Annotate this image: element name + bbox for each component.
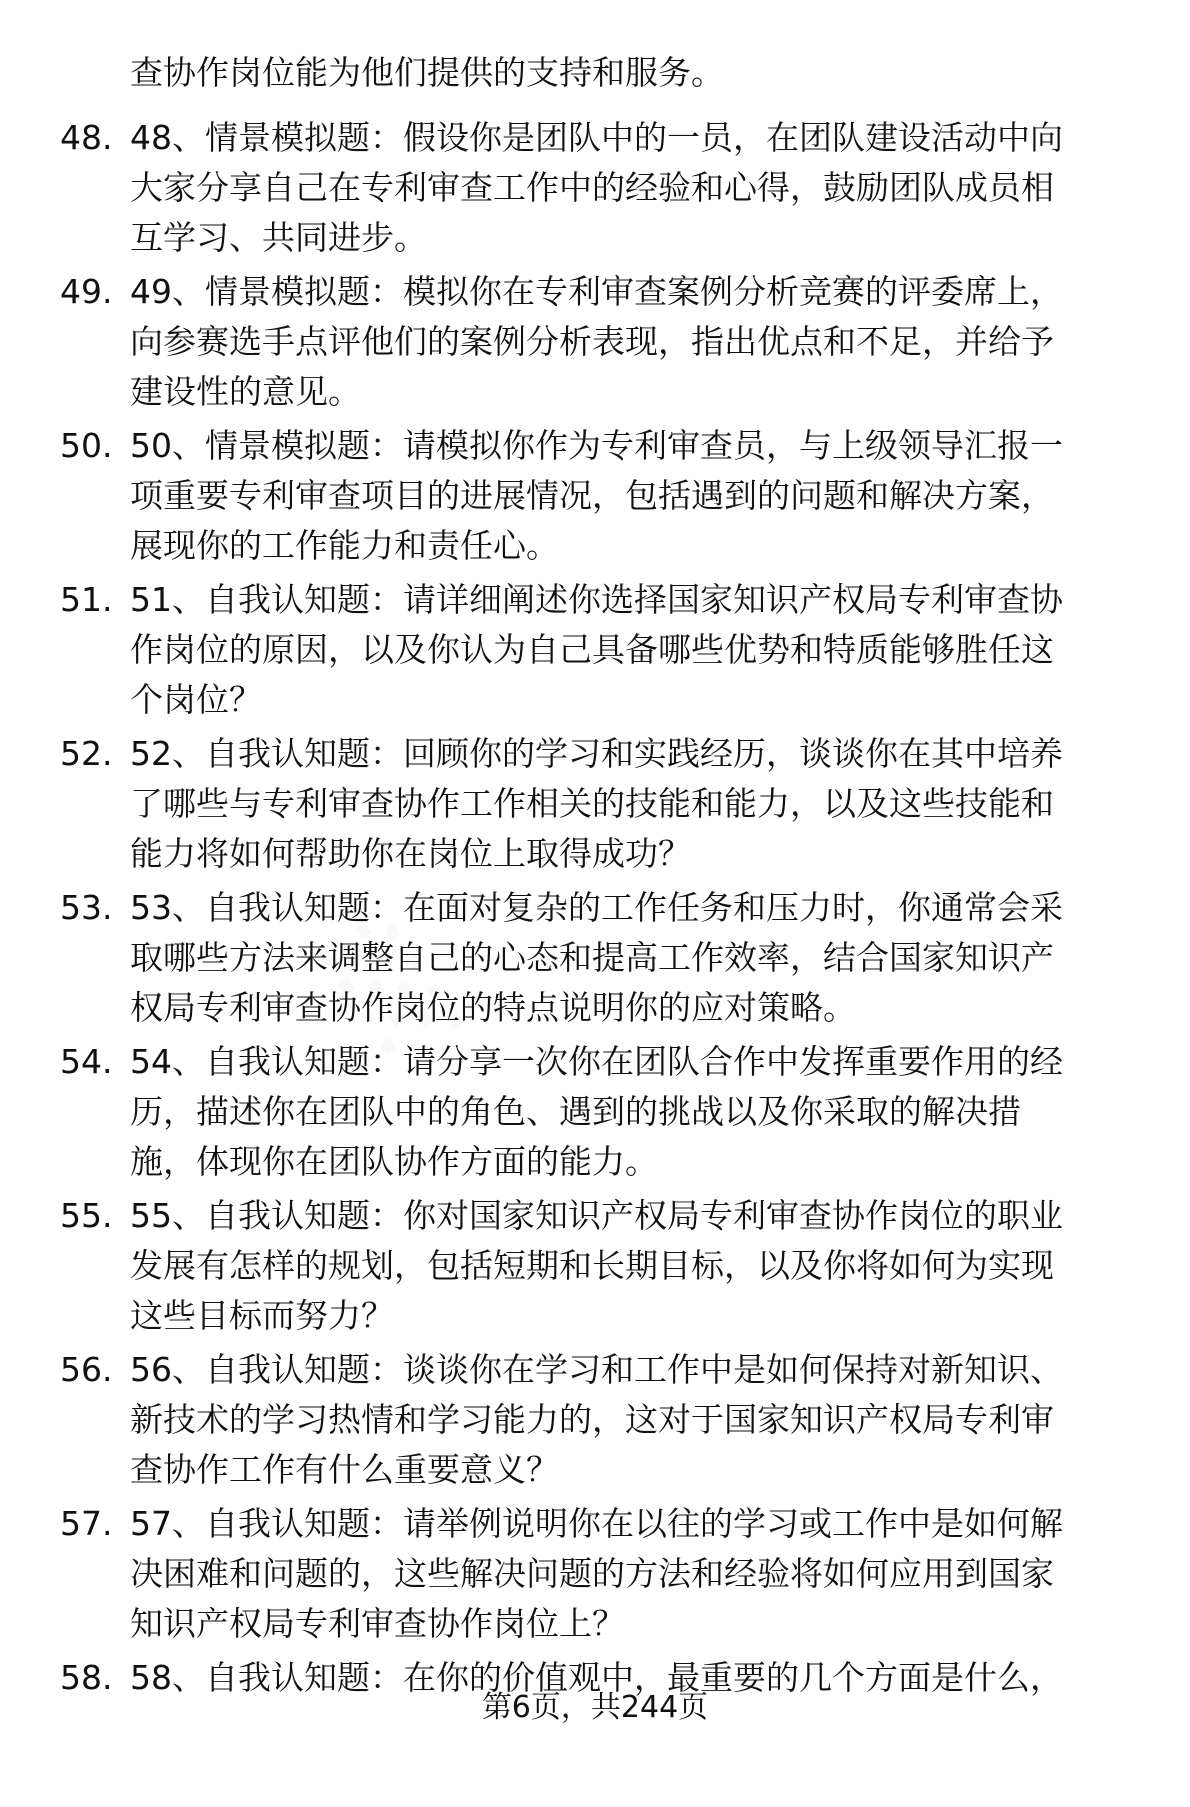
question-number: 49. — [60, 272, 113, 311]
question-number: 56. — [60, 1350, 113, 1389]
question-line: 大家分享自己在专利审查工作中的经验和心得，鼓励团队成员相 — [130, 168, 1054, 207]
question-line: 展现你的工作能力和责任心。 — [130, 526, 559, 565]
question-line: 历，描述你在团队中的角色、遇到的挑战以及你采取的解决措 — [130, 1092, 1021, 1131]
question-item — [0, 113, 1190, 267]
question-text — [130, 1345, 1155, 1495]
question-item — [0, 1653, 1190, 1807]
question-line: 权局专利审查协作岗位的特点说明你的应对策略。 — [130, 988, 856, 1027]
page-footer: 第6页，共244页 — [481, 1690, 709, 1725]
question-line: 取哪些方法来调整自己的心态和提高工作效率，结合国家知识产 — [130, 938, 1054, 977]
continuation-text: 查协作岗位能为他们提供的支持和服务。 — [130, 53, 724, 92]
question-line: 建设性的意见。 — [130, 372, 361, 411]
question-list — [0, 113, 1190, 1807]
question-text — [130, 421, 1155, 571]
question-item — [0, 421, 1190, 575]
question-item — [0, 883, 1190, 1037]
question-line: 55、自我认知题：你对国家知识产权局专利审查协作岗位的职业 — [130, 1196, 1063, 1235]
question-line: 互学习、共同进步。 — [130, 218, 427, 257]
question-item — [0, 575, 1190, 729]
question-text — [130, 729, 1155, 879]
question-text — [130, 883, 1155, 1033]
question-line: 58、自我认知题：在你的价值观中，最重要的几个方面是什么， — [130, 1658, 1063, 1697]
question-number: 57. — [60, 1504, 113, 1543]
question-line: 54、自我认知题：请分享一次你在团队合作中发挥重要作用的经 — [130, 1042, 1063, 1081]
question-line: 49、情景模拟题：模拟你在专利审查案例分析竞赛的评委席上， — [130, 272, 1063, 311]
question-number: 54. — [60, 1042, 113, 1081]
question-line: 项重要专利审查项目的进展情况，包括遇到的问题和解决方案， — [130, 476, 1054, 515]
question-line: 向参赛选手点评他们的案例分析表现，指出优点和不足，并给予 — [130, 322, 1054, 361]
question-item — [0, 267, 1190, 421]
watermark: ░ — [318, 903, 474, 1070]
question-item — [0, 1037, 1190, 1191]
question-line: 知识产权局专利审查协作岗位上？ — [130, 1604, 625, 1643]
question-text — [130, 1037, 1155, 1187]
question-line: 查协作工作有什么重要意义？ — [130, 1450, 559, 1489]
question-text — [130, 113, 1155, 263]
question-line: 57、自我认知题：请举例说明你在以往的学习或工作中是如何解 — [130, 1504, 1063, 1543]
question-text — [130, 1499, 1155, 1649]
question-number: 53. — [60, 888, 113, 927]
question-number: 52. — [60, 734, 113, 773]
question-line: 50、情景模拟题：请模拟你作为专利审查员，与上级领导汇报一 — [130, 426, 1063, 465]
question-line: 52、自我认知题：回顾你的学习和实践经历，谈谈你在其中培养 — [130, 734, 1063, 773]
question-line: 发展有怎样的规划，包括短期和长期目标，以及你将如何为实现 — [130, 1246, 1054, 1285]
question-item — [0, 1345, 1190, 1499]
question-line: 能力将如何帮助你在岗位上取得成功？ — [130, 834, 691, 873]
question-line: 施，体现你在团队协作方面的能力。 — [130, 1142, 658, 1181]
question-line: 48、情景模拟题：假设你是团队中的一员，在团队建设活动中向 — [130, 118, 1063, 157]
question-text — [130, 267, 1155, 417]
question-line: 53、自我认知题：在面对复杂的工作任务和压力时，你通常会采 — [130, 888, 1063, 927]
question-number: 50. — [60, 426, 113, 465]
question-item — [0, 729, 1190, 883]
question-line: 56、自我认知题：谈谈你在学习和工作中是如何保持对新知识、 — [130, 1350, 1063, 1389]
question-number: 58. — [60, 1658, 113, 1697]
question-item — [0, 1191, 1190, 1345]
question-number: 48. — [60, 118, 113, 157]
question-text — [130, 1191, 1155, 1341]
question-line: 个岗位？ — [130, 680, 262, 719]
question-item — [0, 1499, 1190, 1653]
question-line: 决困难和问题的，这些解决问题的方法和经验将如何应用到国家 — [130, 1554, 1054, 1593]
question-number: 55. — [60, 1196, 113, 1235]
question-line: 新技术的学习热情和学习能力的，这对于国家知识产权局专利审 — [130, 1400, 1054, 1439]
question-text — [130, 575, 1155, 725]
question-line: 51、自我认知题：请详细阐述你选择国家知识产权局专利审查协 — [130, 580, 1063, 619]
question-number: 51. — [60, 580, 113, 619]
question-line: 这些目标而努力？ — [130, 1296, 394, 1335]
question-line: 作岗位的原因，以及你认为自己具备哪些优势和特质能够胜任这 — [130, 630, 1054, 669]
question-line: 了哪些与专利审查协作工作相关的技能和能力，以及这些技能和 — [130, 784, 1054, 823]
